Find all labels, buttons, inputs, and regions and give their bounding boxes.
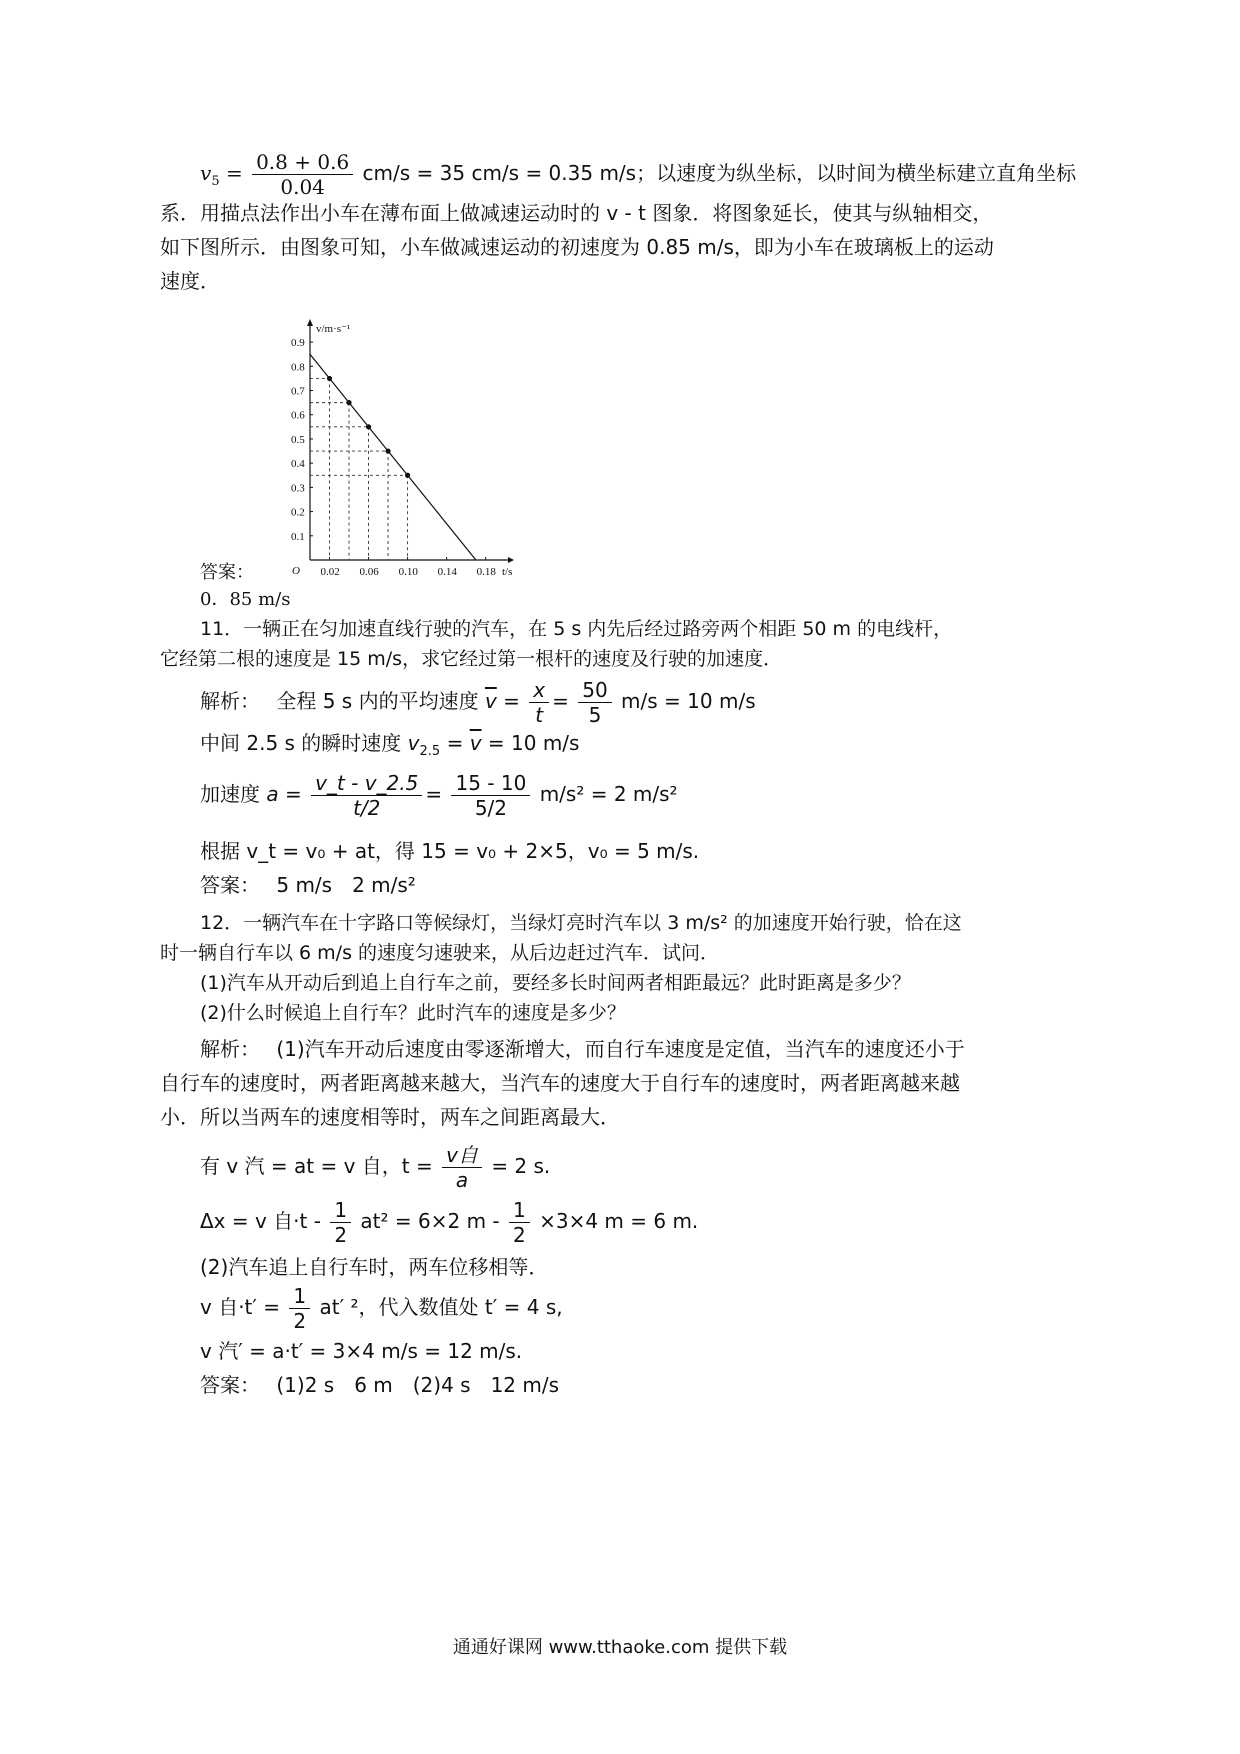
data-point [366, 424, 371, 429]
fraction-denominator: t [535, 703, 544, 727]
half-fraction [330, 1198, 351, 1247]
fraction-numerator: 15 - 10 [451, 771, 530, 796]
solution-result: m/s² = 2 m/s² [539, 782, 678, 806]
question-text: 它经第二根的速度是 15 m/s，求它经过第一根杆的速度及行驶的加速度． [160, 648, 783, 670]
equals-sign: = [503, 689, 520, 713]
solution-line: 解析： 全程 5 s 内的平均速度 $\overline{v}$ = $\frac{x}{t}$ = $\frac{50}{5}$ m/s = 10 m/s [200, 678, 756, 727]
half-fraction [289, 1284, 310, 1333]
x-axis-label: t/s [502, 566, 513, 578]
solution-line [200, 728, 579, 767]
solution-text: 全程 5 s 内的平均速度 [276, 689, 479, 713]
y-tick-label: 0.4 [291, 458, 305, 471]
equation-result: = 2 s. [491, 1154, 551, 1178]
numeric-fraction [451, 771, 530, 820]
data-point [405, 473, 410, 478]
v5-subscript: 5 [211, 174, 220, 189]
x-tick-label: 0.10 [398, 566, 418, 578]
origin-label: O [292, 565, 300, 577]
y-tick-label: 0.3 [291, 482, 305, 495]
fraction-denominator: 0.04 [280, 175, 325, 199]
velocity-fraction [252, 150, 353, 199]
fraction-denominator: 2 [513, 1223, 526, 1247]
velocity-time-graph [290, 318, 590, 582]
solution-result: = 10 m/s [487, 731, 580, 755]
paragraph-line: 系．用描点法作出小车在薄布面上做减速运动时的 v - t 图象．将图象延长，使其与纵轴相交， [160, 201, 993, 225]
y-tick-label: 0.1 [291, 530, 305, 543]
y-tick-label: 0.7 [291, 385, 305, 398]
equals-sign: = [225, 161, 243, 185]
equation-rest: cm/s = 35 cm/s = 0.35 m/s；以速度为纵坐标，以时间为横坐标建立直角坐标 [362, 161, 1077, 185]
y-tick-label: 0.9 [291, 337, 305, 350]
y-tick-label: 0.8 [291, 361, 305, 374]
question-text: 12．一辆汽车在十字路口等候绿灯，当绿灯亮时汽车以 3 m/s² 的加速度开始行驶，恰在这 [200, 912, 962, 934]
x-tick-label: 0.14 [437, 566, 457, 578]
solution-line: 根据 v_t = v₀ + at，得 15 = v₀ + 2×5，v₀ = 5 m/s. [200, 839, 700, 863]
equation-line [200, 1282, 563, 1333]
time-fraction [442, 1143, 482, 1192]
equation-result: at′ ²，代入数值处 t′ = 4 s, [319, 1295, 563, 1319]
data-point [327, 376, 332, 381]
equals-sign: = [446, 731, 464, 755]
solution-text: 加速度 [200, 782, 260, 806]
equation-prefix: 有 v 汽 = at = v 自，t = [200, 1154, 433, 1178]
question-text: 11．一辆正在匀加速直线行驶的汽车，在 5 s 内先后经过路旁两个相距 50 m 的电线杆， [200, 618, 953, 640]
y-axis-arrow [307, 319, 313, 326]
fraction-numerator: 1 [330, 1198, 351, 1223]
fraction-denominator: 5/2 [474, 796, 507, 820]
equation-prefix: v 自·t′ = [200, 1295, 281, 1319]
equation-middle: at² = 6×2 m - [360, 1209, 500, 1233]
answer-label: 答案： [200, 873, 250, 897]
equation-result: ×3×4 m = 6 m. [539, 1209, 699, 1233]
answer-line [200, 870, 416, 900]
half-fraction [509, 1198, 530, 1247]
fraction-numerator: x [529, 678, 549, 703]
answer-label: 答案： [200, 562, 254, 583]
solution-label: 解析： [200, 1037, 250, 1061]
fraction-numerator: 0.8 + 0.6 [252, 150, 353, 175]
v5-equation-line [200, 150, 1076, 202]
fraction-denominator: t/2 [353, 796, 381, 820]
fraction-numerator: v自 [442, 1143, 482, 1168]
fifty-over-five-fraction [578, 678, 611, 727]
answer-value: 0．85 m/s [200, 589, 291, 610]
solution-line: 小．所以当两车的速度相等时，两车之间距离最大． [160, 1105, 620, 1129]
fraction-numerator: 1 [509, 1198, 530, 1223]
answer-value: 5 m/s 2 m/s² [276, 873, 416, 897]
data-point [385, 448, 390, 453]
equation-line [200, 1196, 698, 1247]
solution-label: 解析： [200, 689, 250, 713]
solution-line: 自行车的速度时，两者距离越来越大，当汽车的速度大于自行车的速度时，两者距离越来越 [160, 1071, 960, 1095]
answer-value: (1)2 s 6 m (2)4 s 12 m/s [276, 1373, 560, 1397]
paragraph-line: 如下图所示．由图象可知，小车做减速运动的初速度为 0.85 m/s，即为小车在玻璃板上的运动 [160, 235, 994, 259]
solution-line: 加速度 a = $\frac{v\_t - v\_2.5}{t/2}$ = $\frac{15 - 10}{5/2}$ m/s² = 2 m/s² [200, 771, 678, 820]
x-tick-label: 0.02 [320, 566, 340, 578]
equation-prefix: Δx = v 自·t - [200, 1209, 321, 1233]
question-part: (1)汽车从开动后到追上自行车之前，要经多长时间两者相距最远？此时距离是多少？ [200, 972, 911, 994]
y-axis-label: v/m·s⁻¹ [316, 323, 351, 335]
acceleration-symbol: a = [266, 782, 302, 806]
fraction-numerator: 50 [578, 678, 611, 703]
answer-line [200, 1370, 559, 1400]
solution-line: (2)汽车追上自行车时，两车位移相等． [200, 1255, 549, 1279]
average-velocity-symbol: $\overline{v}$ [484, 689, 497, 713]
y-tick-label: 0.5 [291, 433, 305, 446]
fraction-denominator: 5 [588, 703, 602, 727]
paragraph-line: 速度． [160, 269, 220, 293]
equation-line [200, 1138, 550, 1194]
velocity-symbol: v [407, 731, 420, 755]
x-tick-label: 0.06 [359, 566, 379, 578]
y-tick-label: 0.6 [291, 409, 305, 422]
x-over-t-fraction [529, 678, 549, 727]
acceleration-fraction [311, 771, 422, 820]
fraction-denominator: 2 [334, 1223, 348, 1247]
solution-line [200, 1034, 965, 1064]
solution-result: m/s = 10 m/s [621, 689, 756, 713]
velocity-subscript: 2.5 [419, 744, 441, 759]
question-part: (2)什么时候追上自行车？此时汽车的速度是多少？ [200, 1002, 626, 1024]
y-tick-label: 0.2 [291, 506, 305, 519]
answer-label: 答案： [200, 1373, 250, 1397]
equation-line: v 汽′ = a·t′ = 3×4 m/s = 12 m/s. [200, 1339, 523, 1363]
x-tick-label: 0.18 [476, 566, 496, 578]
fit-line [310, 354, 476, 560]
fraction-numerator: 1 [289, 1284, 310, 1309]
data-point [346, 400, 351, 405]
v5-symbol: v [200, 161, 212, 185]
average-velocity-symbol: $\overline{v}$ [469, 731, 482, 755]
question-text: 时一辆自行车以 6 m/s 的速度匀速驶来，从后边赶过汽车．试问． [160, 942, 720, 964]
solution-text: 中间 2.5 s 的瞬时速度 [200, 731, 402, 755]
x-axis-arrow [508, 557, 514, 563]
page-footer: 通通好课网 www.tthaoke.com 提供下载 [452, 1637, 788, 1658]
fraction-denominator: a [455, 1168, 469, 1192]
fraction-denominator: 2 [293, 1309, 307, 1333]
solution-text: (1)汽车开动后速度由零逐渐增大，而自行车速度是定值，当汽车的速度还小于 [276, 1037, 965, 1061]
fraction-numerator: v_t - v_2.5 [311, 771, 422, 796]
